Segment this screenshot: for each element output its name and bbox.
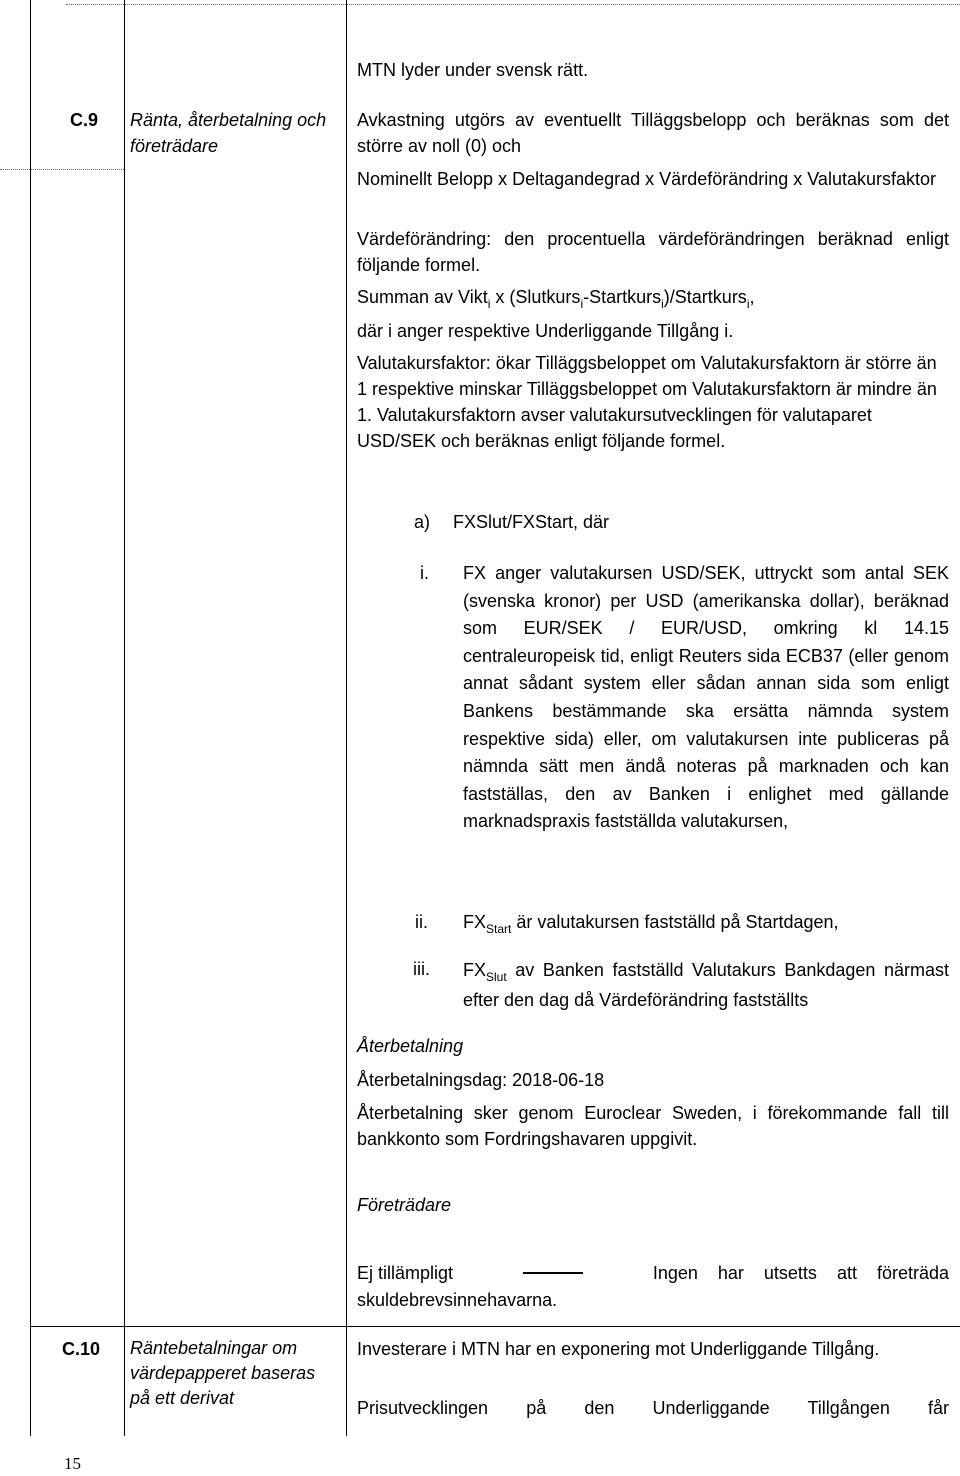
table-left-border: [30, 0, 31, 1436]
list-ii-text: $FX_{Start}$ är valutakursen fastställd på Startdagen,: [463, 912, 839, 936]
top-row-divider: [66, 4, 960, 5]
row-divider-c9: [0, 169, 124, 170]
section-number-c10: C.10: [62, 1339, 101, 1359]
list-a-marker: a): [414, 512, 431, 532]
list-i-marker: i.: [420, 563, 429, 583]
representative-line2: skuldebrevsinnehavarna.: [357, 1290, 558, 1310]
value-change-formula: Summan av Vikt$_i$ x (Slutkurs$_i$-Startkurs$_i$)/Startkurs$_i$,: [357, 287, 755, 311]
exposure-paragraph: Investerare i MTN har en exponering mot Underliggande Tillgång.: [357, 1339, 880, 1359]
return-definition-paragraph: Avkastning utgörs av eventuellt Tilläggsbelopp och beräknas som det större av noll (0) och: [357, 110, 949, 156]
not-applicable-text: Ej tillämpligt: [357, 1263, 454, 1283]
representative-heading: Företrädare: [357, 1195, 452, 1215]
value-change-paragraph: Värdeförändring: den procentuella värdeförändringen beräknad enligt följande formel.: [357, 229, 949, 275]
list-iii-marker: iii.: [413, 959, 430, 979]
governing-law-text: MTN lyder under svensk rätt.: [357, 60, 589, 80]
list-iii-text: $FX_{Slut}$ av Banken fastställd Valutakurs Bankdagen närmast efter den dag då Värdeförändring fastställts: [463, 960, 949, 1010]
row-divider-c10: [30, 1326, 960, 1327]
section-title-c9: Ränta, återbetalning och företrädare: [130, 110, 327, 156]
list-i-text: FX anger valutakursen USD/SEK, uttryckt som antal SEK (svenska kronor) per USD (amerikanska dollar), beräknad som EUR/SEK / EUR/USD, omkring kl 14.15 centraleuropeisk tid, enligt Reuters sida ECB37 (eller genom annat sådant system eller sådan annan sida som enligt Bankens bestämmande ska ersätta nämnda system respektive sida) eller, om valutakursen inte publiceras på nämnda sätt men ändå noteras på marknaden och kan fastställas, den av Banken i enlighet med gällande marknadspraxis fastställda valutakursen,: [463, 563, 949, 832]
representative-line1: [357, 1260, 949, 1286]
em-dash: [523, 1272, 583, 1274]
repayment-heading: Återbetalning: [357, 1036, 464, 1056]
section-title-c10: Räntebetalningar om värdepapperet baseras på ett derivat: [130, 1338, 316, 1408]
representative-text-start: Ingen har utsetts att företräda: [652, 1263, 949, 1283]
page-number: 15: [64, 1454, 81, 1473]
repayment-date: Återbetalningsdag: 2018-06-18: [357, 1070, 605, 1090]
table-column-divider-2: [346, 0, 347, 1436]
return-formula-paragraph: Nominellt Belopp x Deltagandegrad x Värdeförändring x Valutakursfaktor: [357, 169, 936, 189]
list-a-text: FXSlut/FXStart, där: [453, 512, 610, 532]
list-ii-marker: ii.: [415, 912, 428, 932]
repayment-paragraph: Återbetalning sker genom Euroclear Sweden, i förekommande fall till bankkonto som Fordringshavaren uppgivit.: [357, 1103, 949, 1149]
table-column-divider-1: [124, 0, 125, 1436]
underlying-index-note: där i anger respektive Underliggande Tillgång i.: [357, 321, 734, 341]
currency-factor-paragraph: Valutakursfaktor: ökar Tilläggsbeloppet om Valutakursfaktorn är större än 1 respektive minskar Tilläggsbeloppet om Valutakursfaktorn är mindre än 1. Valutakursfaktorn avser valutakursutvecklingen för valutaparet USD/SEK och beräknas enligt följande formel.: [357, 353, 937, 451]
price-development-paragraph: Prisutvecklingen på den Underliggande Tillgången får: [357, 1398, 949, 1418]
section-number-c9: C.9: [70, 110, 99, 130]
